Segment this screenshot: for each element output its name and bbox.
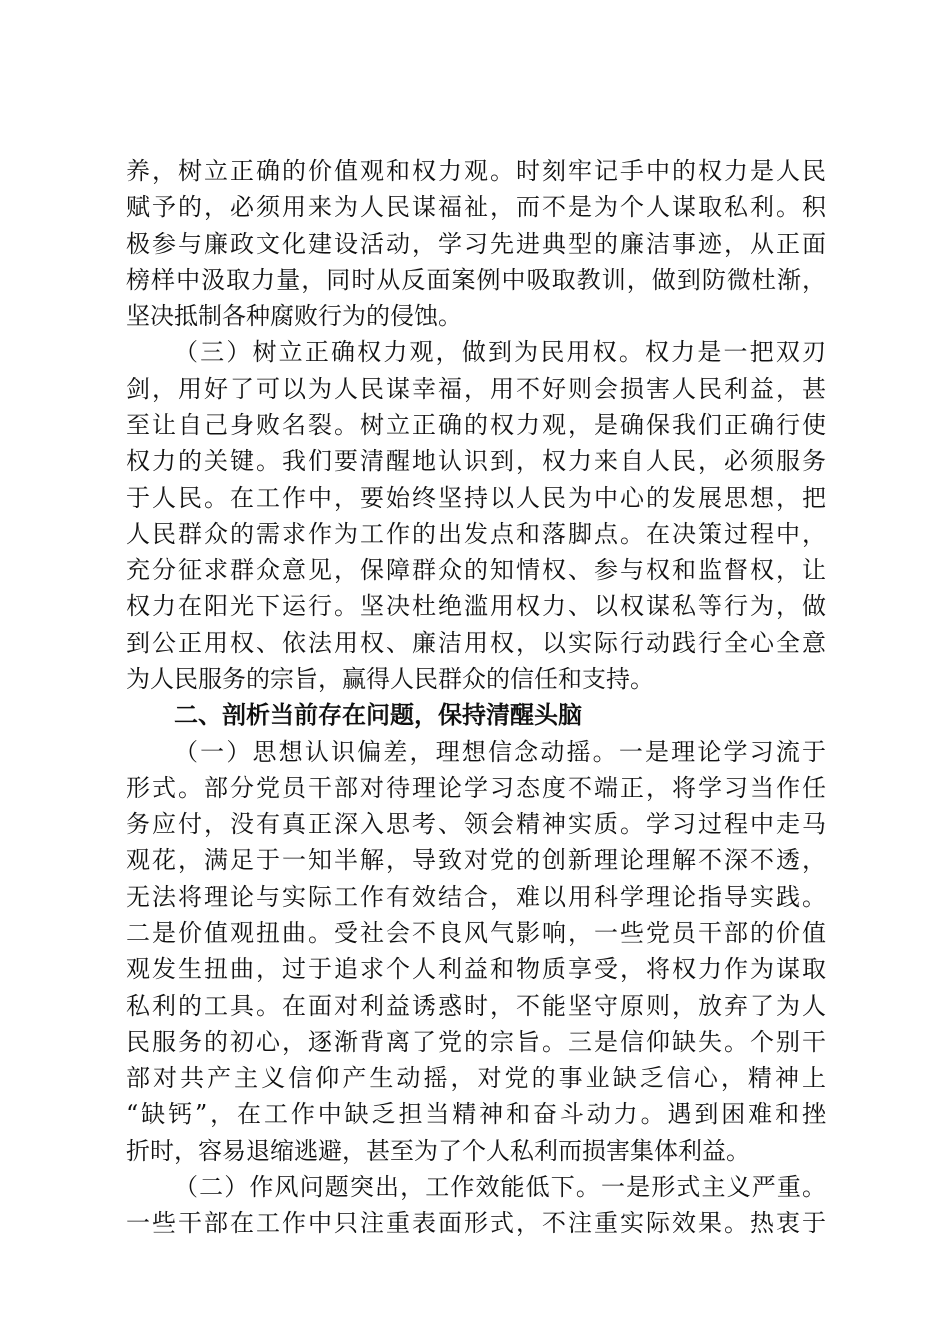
paragraph-line: 民服务的初心，逐渐背离了党的宗旨。三是信仰缺失。个别干 — [126, 1028, 826, 1056]
paragraph-line: 于人民。在工作中，要始终坚持以人民为中心的发展思想，把 — [126, 484, 826, 512]
paragraph-line: 二是价值观扭曲。受社会不良风气影响，一些党员干部的价值 — [126, 919, 826, 947]
paragraph-line: 养，树立正确的价值观和权力观。时刻牢记手中的权力是人民 — [126, 157, 826, 185]
paragraph-line: 赋予的，必须用来为人民谋福祉，而不是为个人谋取私利。积 — [126, 193, 826, 221]
paragraph-line: 一些干部在工作中只注重表面形式，不注重实际效果。热衷于 — [126, 1209, 826, 1237]
paragraph-line: 至让自己身败名裂。树立正确的权力观，是确保我们正确行使 — [126, 411, 826, 439]
section-heading-line: （三）树立正确权力观，做到为民用权。权力是一把双刃 — [174, 338, 826, 366]
paragraph-line: 部对共产主义信仰产生动摇，对党的事业缺乏信心，精神上 — [126, 1064, 826, 1092]
paragraph-line: 人民群众的需求作为工作的出发点和落脚点。在决策过程中， — [126, 520, 826, 548]
paragraph-line: 私利的工具。在面对利益诱惑时，不能坚守原则，放弃了为人 — [126, 992, 826, 1020]
paragraph-line: 务应付，没有真正深入思考、领会精神实质。学习过程中走马 — [126, 810, 826, 838]
paragraph-line: 无法将理论与实际工作有效结合，难以用科学理论指导实践。 — [126, 883, 826, 911]
section-heading-line: （一）思想认识偏差，理想信念动摇。一是理论学习流于 — [174, 738, 826, 766]
section-heading-line: （二）作风问题突出，工作效能低下。一是形式主义严重。 — [174, 1173, 826, 1201]
paragraph-line: 权力的关键。我们要清醒地认识到，权力来自人民，必须服务 — [126, 447, 826, 475]
paragraph-line: 观发生扭曲，过于追求个人利益和物质享受，将权力作为谋取 — [126, 955, 826, 983]
paragraph-line: 权力在阳光下运行。坚决杜绝滥用权力、以权谋私等行为，做 — [126, 592, 826, 620]
paragraph-line: 为人民服务的宗旨，赢得人民群众的信任和支持。 — [126, 665, 654, 693]
paragraph-line: 观花，满足于一知半解，导致对党的创新理论理解不深不透， — [126, 846, 826, 874]
paragraph-line: “缺钙”，在工作中缺乏担当精神和奋斗动力。遇到困难和挫 — [126, 1100, 826, 1128]
paragraph-line: 坚决抵制各种腐败行为的侵蚀。 — [126, 302, 462, 330]
paragraph-line: 充分征求群众意见，保障群众的知情权、参与权和监督权，让 — [126, 556, 826, 584]
chapter-heading: 二、剖析当前存在问题，保持清醒头脑 — [174, 701, 582, 729]
paragraph-line: 形式。部分党员干部对待理论学习态度不端正，将学习当作任 — [126, 774, 826, 802]
paragraph-line: 到公正用权、依法用权、廉洁用权，以实际行动践行全心全意 — [126, 629, 826, 657]
paragraph-line: 剑，用好了可以为人民谋幸福，用不好则会损害人民利益，甚 — [126, 375, 826, 403]
paragraph-line: 榜样中汲取力量，同时从反面案例中吸取教训，做到防微杜渐， — [126, 266, 826, 294]
paragraph-line: 极参与廉政文化建设活动，学习先进典型的廉洁事迹，从正面 — [126, 230, 826, 258]
paragraph-line: 折时，容易退缩逃避，甚至为了个人私利而损害集体利益。 — [126, 1137, 750, 1165]
